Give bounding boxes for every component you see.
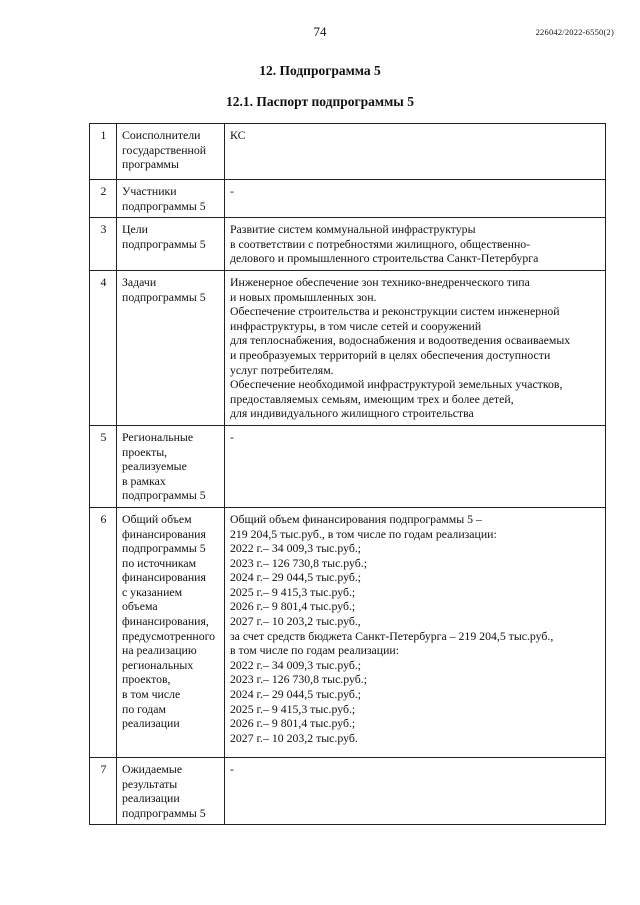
row-label-line: Цели [122, 222, 148, 237]
row-value [225, 425, 606, 507]
row-label-line: финансирования, [122, 614, 209, 629]
row-value-line: Обеспечение строительства и реконструкции систем инженерной [230, 304, 560, 319]
table-row [90, 218, 606, 271]
row-value-line: 2026 г.– 9 801,4 тыс.руб.; [230, 599, 356, 614]
row-value-line: инфраструктуры, в том числе сетей и сооружений [230, 318, 482, 333]
table-row [90, 180, 606, 218]
row-label-line: реализации [122, 716, 180, 731]
row-label-line: финансирования [122, 526, 206, 541]
row-label [117, 757, 225, 824]
row-label-line: Региональные [122, 429, 194, 444]
row-number: 3 [90, 218, 117, 271]
row-value-line: Общий объем финансирования подпрограммы 5 – [230, 511, 482, 526]
row-label-line: Общий объем [122, 511, 192, 526]
row-label-line: Задачи [122, 274, 157, 289]
row-label [117, 270, 225, 425]
row-label-line: Ожидаемые [122, 761, 183, 776]
row-label-line: реализуемые [122, 459, 187, 474]
table-row [90, 757, 606, 824]
row-value-line: Инженерное обеспечение зон технико-внедренческого типа [230, 274, 530, 289]
row-label-line: по годам [122, 701, 166, 716]
row-label [117, 124, 225, 180]
row-label-line: Соисполнители [122, 128, 201, 142]
row-value-line: 2023 г.– 126 730,8 тыс.руб.; [230, 555, 367, 570]
row-value [225, 124, 606, 180]
row-value-line: 2024 г.– 29 044,5 тыс.руб.; [230, 570, 362, 585]
row-value [225, 507, 606, 757]
table-row [90, 124, 606, 180]
row-label-line: в том числе [122, 687, 181, 702]
row-value-line: - [230, 429, 234, 444]
row-label-line: государственной [122, 142, 207, 157]
row-label-line: предусмотренного [122, 628, 216, 643]
row-label-line: результаты [122, 776, 178, 791]
row-label [117, 425, 225, 507]
row-value-line: 2026 г.– 9 801,4 тыс.руб.; [230, 716, 356, 731]
row-number: 6 [90, 507, 117, 757]
row-value-line: - [230, 184, 234, 198]
row-label-line: на реализацию [122, 643, 197, 658]
row-value-line: 2027 г.– 10 203,2 тыс.руб., [230, 614, 361, 629]
row-value [225, 218, 606, 271]
row-label [117, 180, 225, 218]
page-number: 74 [313, 24, 327, 39]
section-title: 12. Подпрограмма 5 [259, 63, 381, 78]
row-label-line: подпрограммы 5 [122, 541, 206, 556]
row-value-line: 2022 г.– 34 009,3 тыс.руб.; [230, 541, 362, 556]
row-label-line: с указанием [122, 584, 183, 599]
row-label-line: в рамках [122, 473, 166, 488]
row-value-line: - [230, 761, 234, 776]
row-label-line: подпрограммы 5 [122, 198, 206, 213]
row-value-line: в соответствии с потребностями жилищного, общественно- [230, 236, 531, 251]
document-id: 226042/2022-6550(2) [535, 27, 614, 37]
row-label-line: проектов, [122, 672, 171, 687]
row-value-line: 2023 г.– 126 730,8 тыс.руб.; [230, 672, 367, 687]
row-value-line: Развитие систем коммунальной инфраструктуры [230, 222, 476, 237]
row-value-line: в том числе по годам реализации: [230, 643, 400, 658]
row-value-line: 2025 г.– 9 415,3 тыс.руб.; [230, 584, 356, 599]
passport-table [89, 123, 606, 825]
row-value-line: за счет средств бюджета Санкт-Петербурга – 219 204,5 тыс.руб., [230, 628, 554, 643]
row-value-line: 2024 г.– 29 044,5 тыс.руб.; [230, 687, 362, 702]
table-row [90, 425, 606, 507]
row-value-line: 2025 г.– 9 415,3 тыс.руб.; [230, 701, 356, 716]
row-label-line: региональных [122, 657, 194, 672]
row-value-line: и преобразуемых территорий в целях обеспечения доступности [230, 347, 551, 362]
row-label-line: реализации [122, 791, 180, 806]
table-row [90, 507, 606, 757]
row-label-line: проекты, [122, 444, 168, 459]
row-label-line: подпрограммы 5 [122, 236, 206, 251]
passport-table-body [90, 124, 606, 825]
row-value-line: делового и промышленного строительства Санкт-Петербурга [230, 251, 539, 266]
row-label-line: Участники [122, 184, 177, 198]
row-value-line: для теплоснабжения, водоснабжения и водоотведения осваиваемых [230, 333, 571, 348]
row-value-line: и новых промышленных зон. [230, 289, 377, 304]
row-value-line: 2022 г.– 34 009,3 тыс.руб.; [230, 657, 362, 672]
row-label-line: объема [122, 599, 158, 614]
row-number: 4 [90, 270, 117, 425]
row-value-line: услуг потребителям. [230, 362, 334, 377]
row-value-line: КС [230, 128, 246, 142]
row-label-line: по источникам [122, 555, 197, 570]
row-value [225, 180, 606, 218]
row-value-line: 2027 г.– 10 203,2 тыс.руб. [230, 730, 358, 745]
table-row [90, 270, 606, 425]
row-number: 1 [90, 124, 117, 180]
row-value-line: 219 204,5 тыс.руб., в том числе по годам реализации: [230, 526, 497, 541]
row-label-line: программы [122, 157, 179, 172]
row-value-line: предоставляемых семьям, имеющим трех и более детей, [230, 391, 514, 406]
row-label [117, 218, 225, 271]
row-number: 7 [90, 757, 117, 824]
row-label [117, 507, 225, 757]
subsection-title: 12.1. Паспорт подпрограммы 5 [226, 94, 414, 109]
row-value [225, 270, 606, 425]
row-label-line: финансирования [122, 570, 206, 585]
row-label-line: подпрограммы 5 [122, 488, 206, 503]
row-value-line: Обеспечение необходимой инфраструктурой земельных участков, [230, 377, 563, 392]
row-value [225, 757, 606, 824]
row-value-line: для индивидуального жилищного строительства [230, 406, 474, 421]
row-label-line: подпрограммы 5 [122, 805, 206, 820]
row-number: 2 [90, 180, 117, 218]
row-label-line: подпрограммы 5 [122, 289, 206, 304]
row-number: 5 [90, 425, 117, 507]
